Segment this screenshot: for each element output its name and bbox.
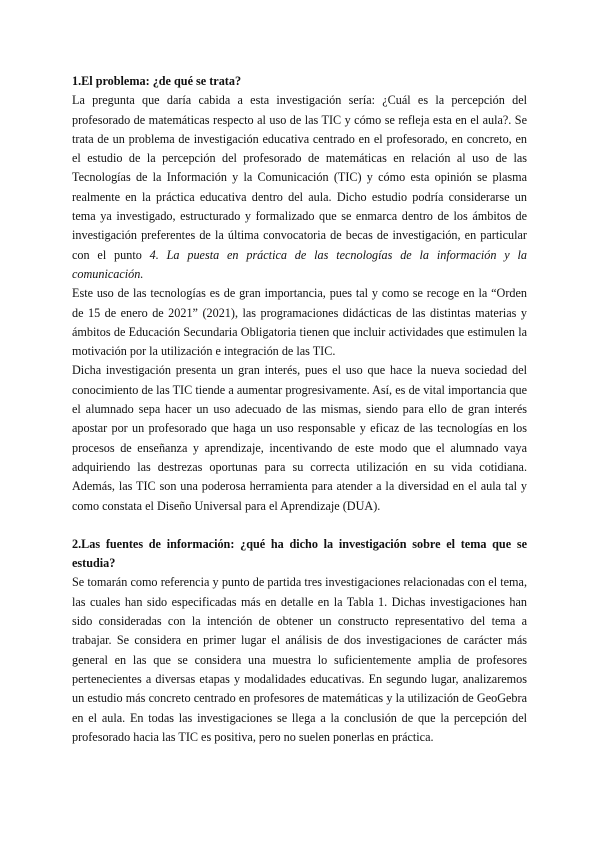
section-spacer: [72, 516, 527, 535]
document-page: [72, 72, 527, 747]
section-1-heading: 1.El problema: ¿de qué se trata?: [72, 74, 242, 88]
section-1-paragraph-1-text: La pregunta que daría cabida a esta investigación sería: ¿Cuál es la percepción del profesorado de matemáticas respecto al uso de las TIC y cómo se refleja esta en el aula?. Se trata de un problema de investigación educativa centrado en el profesorado, en concreto, en el estudio de la percepción del profesorado de matemáticas en relación al uso de las Tecnologías de la Información y la Comunicación (TIC) y cómo esta opinión se plasma realmente en la práctica educativa dentro del aula. Dicho estudio podría considerarse un tema ya investigado, estructurado y formalizado que se enmarca dentro de los ámbitos de investigación preferentes de la última convocatoria de becas de investigación, en particular con el punto: [72, 93, 527, 262]
section-2-paragraph-1: Se tomarán como referencia y punto de partida tres investigaciones relacionadas con el tema, las cuales han sido especificadas más en detalle en la Tabla 1. Dichas investigaciones han sido consideradas con la intención de obtener un constructo representativo del tema a trabajar. Se considera en primer lugar el análisis de dos investigaciones de carácter más general en las que se considera una muestra lo suficientemente amplia de profesores pertenecientes a diversas etapas y modalidades educativas. En segundo lugar, analizaremos un estudio más concreto centrado en profesores de matemáticas y la utilización de GeoGebra en el aula. En todas las investigaciones se llega a la conclusión de que la percepción del profesorado hacia las TIC es positiva, pero no suelen ponerlas en práctica.: [72, 575, 527, 744]
section-1-paragraph-1-italic: 4. La puesta en práctica de las tecnologías de la información y la comunicación.: [72, 247, 528, 281]
section-1-paragraph-2: Este uso de las tecnologías es de gran importancia, pues tal y como se recoge en la “Orden de 15 de enero de 2021” (2021), las programaciones didácticas de las distintas materias y ámbitos de Educación Secundaria Obligatoria tienen que incluir actividades que estimulen la motivación por la utilización e integración de las TIC.: [72, 286, 527, 359]
section-2-heading: 2.Las fuentes de información: ¿qué ha dicho la investigación sobre el tema que se estudia?: [72, 536, 527, 571]
section-1-paragraph-3: Dicha investigación presenta un gran interés, pues el uso que hace la nueva sociedad del conocimiento de las TIC tiende a aumentar progresivamente. Así, es de vital importancia que el alumnado sepa hacer un uso adecuado de las mismas, siendo para ello de gran interés apostar por un profesorado que haga un uso responsable y eficaz de las tecnologías en los procesos de enseñanza y aprendizaje, incentivando de este modo que el alumnado vaya adquiriendo las destrezas oportunas para su correcta utilización en su vida cotidiana. Además, las TIC son una poderosa herramienta para atender a la diversidad en el aula tal y como constata el Diseño Universal para el Aprendizaje (DUA).: [72, 363, 527, 513]
section-1-paragraph-1: [72, 91, 527, 284]
